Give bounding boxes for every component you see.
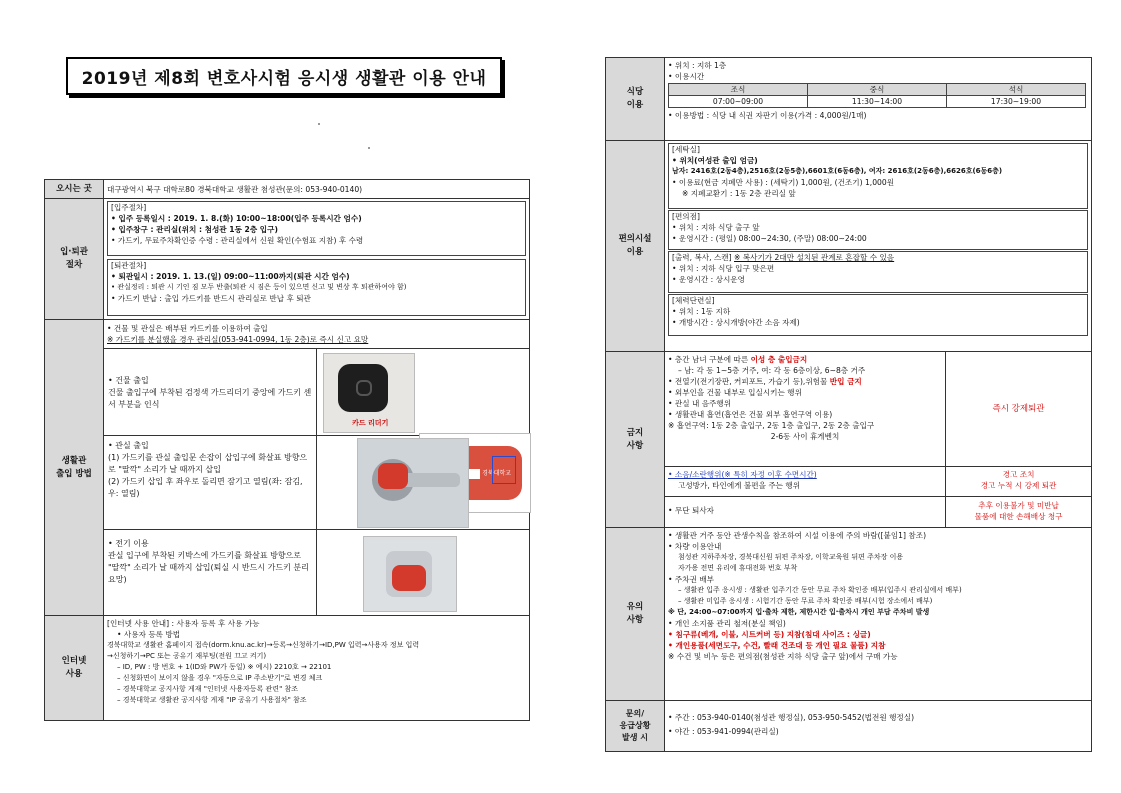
unauth-leave-item: • 무단 퇴사자 <box>668 506 714 515</box>
internet-content <box>104 616 530 721</box>
power-use-cell <box>104 530 530 616</box>
checkout-line: • 관실정리 : 퇴관 시 기인 짐 모두 반출(퇴관 시 짐은 등이 있으면 신고 및 변상 후 퇴관하여야 함) <box>111 283 407 291</box>
speck <box>318 123 320 125</box>
building-entry-text: • 건물 출입 건물 출입구에 부착된 검정색 가드리더기 중앙에 가드키 센서 부분을 인식 <box>108 376 312 409</box>
internet-header: 인터넷 사용 <box>45 616 104 721</box>
notes-row <box>606 528 1092 701</box>
prohibited-b-cell <box>665 467 1092 497</box>
prohibited-header: 금지 사항 <box>606 352 665 528</box>
prohibited-a-list: • 층간 남녀 구분에 따른 이성 층 출입금지 – 남: 각 동 1~5층 거주, 여: 각 동 6층이상, 6~8층 거주 • 전열기(전기장판, 커피포트, 가습기 등),위험물 반입 금지 • 외부인을 건물 내부로 입실시키는 행위 • 관실 내 음주행위 • 생활관내 흡연(흡연은 건물 외부 흡연구역 이용) ※ 흡연구역: 1동 2층 출입구, 2동 1층 출입구, 2동 2층 출입구 2-6동 사이 휴게벤치 <box>668 355 875 441</box>
keybox-photo-area <box>316 530 529 615</box>
cafeteria-method: • 이용방법 : 식당 내 식권 자판기 이용(가격 : 4,000원/1매) <box>668 111 867 120</box>
internet-line: →신청하기→PC 또는 공유기 재부팅(전원 끄고 켜기) <box>107 652 267 660</box>
checkin-in-line: • 입주 등록일시 : 2019. 1. 8.(화) 10:00~18:00(입주 등록시간 엄수) <box>111 214 362 223</box>
keybox-photo <box>363 536 457 612</box>
checkin-in-section <box>107 201 526 256</box>
cafeteria-row <box>606 58 1092 141</box>
contact-content: • 주간 : 053-940-0140(첨성관 행정실), 053-950-5452(법전원 행정실) • 야간 : 053-941-0994(관리실) <box>665 701 1092 752</box>
meal-time: 11:30~14:00 <box>808 96 947 108</box>
print-section: [출력, 복사, 스캔] ※ 복사기가 2대만 설치된 관계로 혼잡할 수 있음 • 위치 : 지하 식당 입구 맞은편 • 운영시간 : 상시운영 <box>668 251 1088 293</box>
checkout-line: • 퇴관일시 : 2019. 1. 13.(일) 09:00~11:00까지(퇴관 시간 엄수) <box>111 272 350 281</box>
internet-line: • 사용자 등록 방법 <box>117 630 181 639</box>
door-lock-photo <box>357 438 469 528</box>
location-header: 오시는 곳 <box>45 180 104 199</box>
access-intro-line: ※ 가드키를 분실했을 경우 관리실(053-941-0994, 1동 2층)로 즉시 신고 요망 <box>107 335 369 344</box>
meal-time: 07:00~09:00 <box>669 96 808 108</box>
meal-name: 중식 <box>808 84 947 96</box>
meal-time: 17:30~19:00 <box>947 96 1086 108</box>
speck <box>368 147 370 149</box>
cafeteria-location: • 위치 : 지하 1층 <box>668 61 727 70</box>
power-use-text: • 전기 이용 관실 입구에 부착된 키박스에 가드키를 화살표 방향으로 "딸깍" 소리가 날 때까지 삽입(퇴실 시 반드시 가드키 분리 요망) <box>108 539 309 584</box>
checkout-line: • 가드키 반납 : 출입 가드키를 반드시 관리실로 반납 후 퇴관 <box>111 294 311 303</box>
cardkey-label: 경북대학교 <box>482 470 512 477</box>
penalty-expulsion: 즉시 강제퇴관 <box>945 352 1091 466</box>
prohibited-row-b <box>606 467 1092 497</box>
cafeteria-header: 식당 이용 <box>606 58 665 141</box>
meal-name: 조식 <box>669 84 808 96</box>
location-row <box>45 180 530 199</box>
checkin-content <box>104 199 530 320</box>
prohibited-row-c <box>606 497 1092 528</box>
penalty-damages: 추후 이용불가 및 미반납 물품에 대한 손해배상 청구 <box>945 497 1091 527</box>
checkin-in-line: • 입주창구 : 관리실(위치 : 첨성관 1동 2층 입구) <box>111 225 278 234</box>
card-reader-caption: 카드 리더기 <box>352 419 389 427</box>
gym-section: [체력단련실] • 위치 : 1동 지하 • 개방시간 : 상시개방(야간 소음 자제) <box>668 294 1088 336</box>
internet-line: – 신청화면이 보이지 않을 경우 "자동으로 IP 주소받기"로 변경 체크 <box>117 674 323 682</box>
facilities-row <box>606 141 1092 352</box>
contact-header: 문의/ 응급상황 발생 시 <box>606 701 665 752</box>
card-reader-photos <box>316 349 529 477</box>
facilities-header: 편의시설 이용 <box>606 141 665 352</box>
laundry-section: [세탁실] • 위치(여성관 출입 엄금) 남자: 2416호(2동4층),2516호(2동5층),6601호(6동6층), 여자: 2616호(2동6층),6626호(6동6층) • 이용료(현금 지폐만 사용) : (세탁기) 1,000원, (건조기) 1,000원 ※ 지폐교환기 : 1동 2층 관리실 앞 <box>668 143 1088 209</box>
access-header: 생활관 출입 방법 <box>45 320 104 616</box>
prohibited-a-cell <box>665 352 1092 467</box>
door-lock-photo-area <box>316 436 529 529</box>
room-entry-cell <box>104 436 530 530</box>
access-intro <box>104 320 530 349</box>
cafeteria-hours-label: • 이용시간 <box>668 72 705 81</box>
internet-title: [인터넷 사용 안내] : 사용자 등록 후 사용 가능 <box>107 619 260 628</box>
checkin-row <box>45 199 530 320</box>
access-intro-line: • 건물 및 관실은 배부된 카드키를 이용하여 출입 <box>107 324 268 333</box>
notes-content: • 생활관 거주 동안 관생수칙을 참조하여 시설 이용에 주의 바람([붙임1] 참조) • 차량 이용안내 첨성관 지하주차장, 경북대신원 뒤편 주차장, 이학교육원 뒤편 주차장 이용 자가용 전면 유리에 휴대전화 번호 부착 • 주차권 배부 – 생활관 입주 응시생 : 생활관 입주기간 동안 무료 주차 확인증 배부(입주시 관리실에서 배부) – 생활관 미입주 응시생 : 시험기간 동안 무료 주차 확인증 배부(시험 장소에서 배부) ※ 단, 24:00~07:00까지 입·출차 제한, 제한시간 입·출차시 개인 부담 주차비 발생 • 개인 소지품 관리 철저(분실 책임) • 침구류(베개, 이불, 시트커버 등) 지참(침대 사이즈 : 싱글) • 개인용품(세면도구, 수건, 빨래 건조대 등 개인 필요 물품) 지참 ※ 수건 및 비누 등은 편의점(첨성관 지하 식당 출구 앞)에서 구매 가능 <box>665 528 1092 701</box>
checkout-section <box>107 259 526 316</box>
notes-header: 유의 사항 <box>606 528 665 701</box>
meal-hours-table <box>668 83 1086 108</box>
noise-item: • 소음/소란행위(※ 특히 자정 이후 수면시간) 고성방가, 타인에게 불편을 주는 행위 <box>668 470 817 490</box>
store-section: [편의점] • 위치 : 지하 식당 출구 앞 • 운영시간 : (평일) 08:00~24:30, (주말) 08:00~24:00 <box>668 210 1088 250</box>
prohibited-row-a <box>606 352 1092 467</box>
meal-name: 석식 <box>947 84 1086 96</box>
internet-line: – 경북대학교 생활관 공지사항 게재 "IP 공유기 사용절차" 참조 <box>117 696 307 704</box>
building-entry-row <box>45 349 530 436</box>
access-intro-row <box>45 320 530 349</box>
room-entry-row <box>45 436 530 530</box>
checkin-in-line: • 가드키, 무료주차확인증 수령 : 관리실에서 신원 확인(수험표 지참) 후 수령 <box>111 236 364 245</box>
internet-line: 경북대학교 생활관 홈페이지 접속(dorm.knu.ac.kr)→등록→신청하기→ID,PW 입력→사용자 정보 입력 <box>107 641 420 649</box>
card-reader-photo <box>323 353 415 433</box>
internet-line: – ID, PW : 방 번호 + 1(ID와 PW가 동일) ※ 예시) 2210호 → 22101 <box>117 663 332 671</box>
checkin-header: 입·퇴관 절차 <box>45 199 104 320</box>
internet-line: – 경북대학교 공지사항 게재 "인터넷 사용자등록 관련" 참조 <box>117 685 299 693</box>
internet-row <box>45 616 530 721</box>
facilities-content <box>665 141 1092 352</box>
penalty-warning: 경고 조치 경고 누적 시 강제 퇴관 <box>945 467 1091 496</box>
power-use-row <box>45 530 530 616</box>
checkin-in-title: [입주절차] <box>111 203 147 212</box>
room-entry-text: • 관실 출입 (1) 가드키를 관실 출입문 손잡이 삽입구에 화살표 방향으로 "딸깍" 소리가 날 때까지 삽입 (2) 가드키 삽입 후 좌우로 돌리면 잠기고 열림(좌: 잠김, 우: 열림) <box>108 441 308 498</box>
contact-row <box>606 701 1092 752</box>
checkout-title: [퇴관절차] <box>111 261 147 270</box>
right-info-table <box>605 57 1092 752</box>
left-info-table <box>44 179 530 721</box>
cafeteria-content <box>665 58 1092 141</box>
prohibited-c-cell <box>665 497 1092 528</box>
location-text: 대구광역시 북구 대학로80 경북대학교 생활관 첨성관(문의: 053-940-0140) <box>104 180 530 199</box>
page-title: 2019년 제8회 변호사시험 응시생 생활관 이용 안내 <box>66 57 502 95</box>
